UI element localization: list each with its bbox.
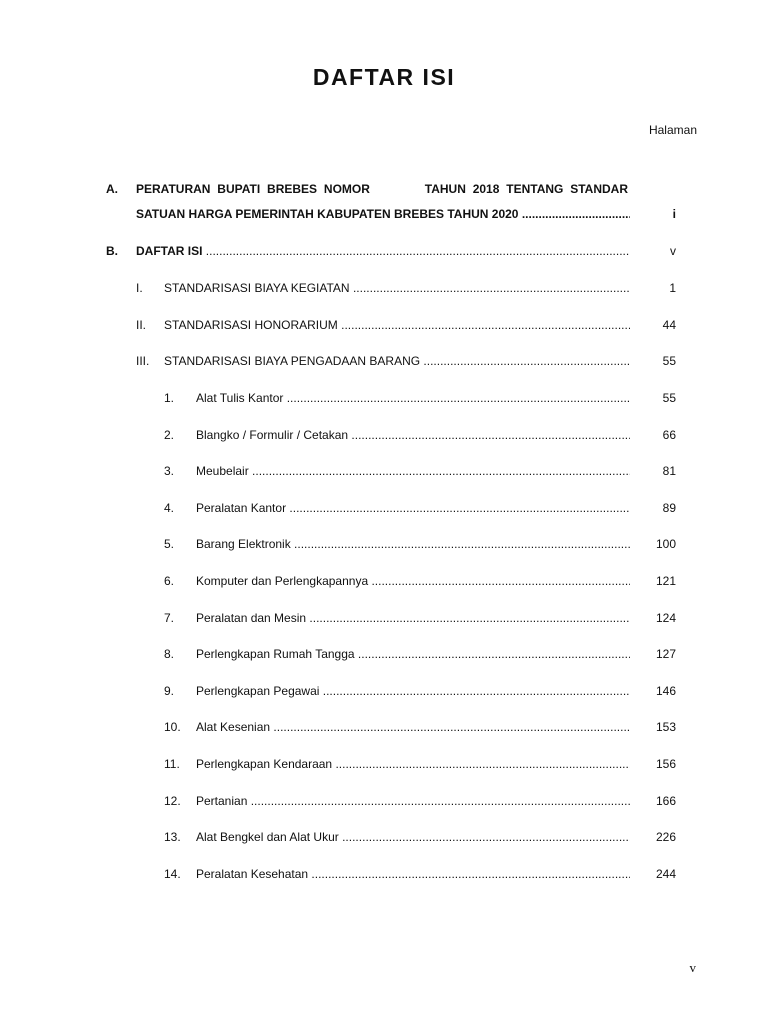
toc-entry-number: A.	[106, 182, 118, 196]
toc-entry-page: i	[672, 207, 676, 221]
toc-entry-page: v	[670, 244, 676, 258]
toc-entry-label: Perlengkapan Pegawai .....	[196, 683, 630, 699]
toc-entry-number: 4.	[164, 500, 175, 515]
toc-entry-number: 1.	[164, 391, 175, 405]
toc-entry-page: 1	[669, 281, 676, 295]
toc-entry[interactable]	[0, 793, 768, 809]
toc-entry[interactable]	[0, 353, 768, 369]
toc-entry[interactable]	[0, 646, 768, 662]
toc-entry-label: Peralatan dan Mesin .....	[196, 610, 630, 626]
toc-entry-label: STANDARISASI BIAYA PENGADAAN BARANG .....	[164, 353, 630, 369]
toc-entry[interactable]	[0, 536, 768, 552]
toc-entry-number: 10.	[164, 720, 181, 735]
toc-entry-label: Alat Kesenian .....	[196, 719, 630, 735]
toc-entry[interactable]	[0, 573, 768, 589]
toc-entry-page: 124	[655, 610, 676, 625]
toc-entry-number: 8.	[164, 647, 175, 662]
toc-entry-label: STANDARISASI BIAYA KEGIATAN .....	[164, 280, 630, 296]
toc-entry-page: 127	[655, 647, 676, 662]
toc-entry[interactable]	[0, 829, 768, 845]
toc-entry-label: Peralatan Kantor .....	[196, 500, 630, 516]
toc-entry-page: 146	[655, 683, 676, 698]
toc-entry[interactable]	[0, 756, 768, 772]
toc-entry[interactable]	[0, 500, 768, 516]
toc-entry[interactable]	[0, 317, 768, 333]
toc-entry-number: 11.	[164, 757, 180, 771]
toc-entry[interactable]	[0, 610, 768, 626]
toc-entry-label: Barang Elektronik .....	[196, 536, 630, 552]
toc-entry-number: 3.	[164, 464, 175, 479]
toc-entry[interactable]	[0, 390, 768, 406]
toc-entry-label: Peralatan Kesehatan .....	[196, 866, 630, 882]
toc-entry-page: 100	[655, 537, 676, 552]
toc-entry-page: 89	[662, 500, 676, 515]
toc-entry-b[interactable]	[0, 243, 768, 259]
toc-entry-number: 13.	[164, 830, 181, 845]
toc-entry-label: Perlengkapan Kendaraan .....	[196, 756, 630, 772]
toc-entry-title-line1: PERATURAN BUPATI BREBES NOMOR TAHUN 2018 TENTANG STANDAR	[136, 182, 628, 196]
toc-entry-page: 55	[662, 354, 676, 368]
toc-entry[interactable]	[0, 719, 768, 735]
toc-entry[interactable]	[0, 866, 768, 882]
toc-entry-label: STANDARISASI HONORARIUM .....	[164, 317, 630, 333]
toc-entry[interactable]	[0, 427, 768, 443]
page-column-header: Halaman	[648, 123, 697, 137]
toc-entry-number: I.	[136, 281, 143, 295]
toc-entry-label: Alat Tulis Kantor .....	[196, 390, 630, 406]
toc-entry-number: 9.	[164, 683, 175, 698]
toc-entry-page: 81	[662, 464, 676, 479]
toc-entry-label: Alat Bengkel dan Alat Ukur .....	[196, 829, 630, 845]
page-number: v	[689, 960, 696, 975]
toc-entry-page: 44	[662, 317, 676, 332]
toc-entry-label: Meubelair .....	[196, 463, 630, 479]
toc-entry-number: B.	[106, 244, 118, 258]
page-title: DAFTAR ISI	[312, 64, 456, 90]
toc-entry-page: 55	[662, 391, 676, 405]
toc-entry-page: 156	[655, 757, 676, 771]
toc-entry-number: 2.	[164, 427, 175, 442]
toc-entry-number: 12.	[164, 793, 181, 808]
toc-entry-label: Komputer dan Perlengkapannya .....	[196, 573, 630, 589]
toc-entry-label: DAFTAR ISI .....	[136, 243, 630, 259]
toc-entry-title-line2: SATUAN HARGA PEMERINTAH KABUPATEN BREBES TAHUN 2020 .....	[136, 207, 630, 221]
toc-entry-page: 66	[662, 427, 676, 442]
toc-entry-number: 5.	[164, 537, 175, 552]
toc-entry-number: II.	[136, 317, 147, 332]
toc-entry-page: 244	[655, 866, 676, 881]
toc-entry[interactable]	[0, 683, 768, 699]
toc-entry-page: 153	[655, 720, 676, 735]
toc-entry-page: 166	[655, 793, 676, 808]
toc-entry-label: Pertanian .....	[196, 793, 630, 809]
toc-entry-label: Perlengkapan Rumah Tangga .....	[196, 646, 630, 662]
toc-entry-page: 226	[655, 830, 676, 845]
toc-entry-number: 14.	[164, 866, 181, 881]
toc-entry-number: 7.	[164, 610, 175, 625]
toc-entry[interactable]	[0, 280, 768, 296]
toc-entry-label: Blangko / Formulir / Cetakan .....	[196, 427, 630, 443]
toc-entry[interactable]	[0, 463, 768, 479]
toc-entry-page: 121	[655, 574, 676, 588]
toc-entry-number: III.	[136, 354, 150, 368]
toc-entry-number: 6.	[164, 574, 175, 588]
